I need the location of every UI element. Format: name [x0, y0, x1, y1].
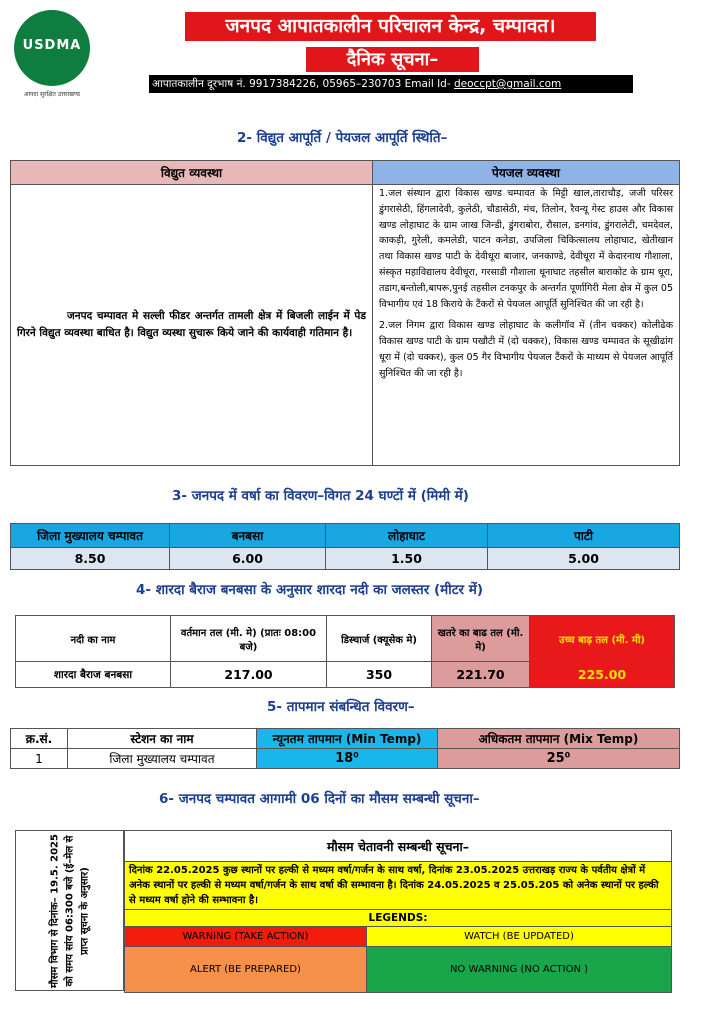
temp-min-value: 18⁰: [257, 749, 438, 769]
water-status: [373, 185, 680, 466]
rainfall-table: [10, 523, 680, 570]
rain-col-header: लोहाघाट: [326, 524, 488, 548]
temp-col-min: न्यूनतम तापमान (Min Temp): [257, 729, 438, 749]
rain-value: 6.00: [170, 548, 326, 570]
current-level-value: 217.00: [171, 662, 327, 688]
rain-value: 1.50: [326, 548, 488, 570]
legends-label: LEGENDS:: [125, 910, 672, 927]
water-status-1: 1.जल संस्थान द्वारा विकास खण्ड चम्पावत के मिट्टी खाल,ताराचौड़, जजी परिसर डुंगरासेठी, हिंगलादेवी, कुलेठी, चौडासेठी, मंच, तिलोन, रैवन्यू गेस्ट हाउस और विकास खण्ड लोहाघाट के ग्राम जाख जिन्डी, डुंगराबोरा, रौसाल, डनगांव, डुंगरालेटी, चमदेवल, काकड़ी, गुरेली, कमलेडी, पाटन कनेडा, उपजिला चिकित्सालय लोहाघाट, खेतीखान तथा विकास खण्ड पाटी के देवीधूरा बाजार, जनकाण्डे, देवीधूरा में केदारनाथ गौशाला, संस्कृत महाविद्यालय देवीधूरा, गरसाडी गौशाला धूनाघाट तहसील बाराकोट के ग्राम धूरा, तडाग,बन्तोली,बापरू,पुनई तहसील टनकपुर के अन्तर्गत पूर्णागिरी मेला क्षेत्र में कुल 05 विभागीय एवं 18 किराये के टैंकरों से पेयजल आपूर्ति सुनिश्चित की जा रही है।: [379, 188, 673, 310]
temp-sn: 1: [11, 749, 68, 769]
logo-text: USDMA: [22, 38, 82, 53]
warning-title: मौसम चेतावनी सम्बन्धी सूचना–: [125, 831, 672, 862]
temp-col-sn: क्र.सं.: [11, 729, 68, 749]
email-link[interactable]: deoccpt@gmail.com: [453, 78, 562, 90]
section4-heading: 4- शारदा बैराज बनबसा के अनुसार शारदा नदी का जलस्तर (मीटर में): [136, 582, 483, 598]
legend-watch: WATCH (BE UPDATED): [367, 927, 672, 947]
forecast-source-note: [15, 830, 124, 991]
temp-station: जिला मुख्यालय चम्पावत: [68, 749, 257, 769]
page-subtitle: दैनिक सूचना–: [306, 47, 479, 72]
legend-warning: WARNING (TAKE ACTION): [125, 927, 367, 947]
temp-col-max: अधिकतम तापमान (Mix Temp): [438, 729, 680, 749]
warning-message: दिनांक 22.05.2025 कुछ स्थानों पर हल्की से मध्यम वर्षा/गर्जन के साथ वर्षा, दिनांक 23.05.2025 उत्तराखड़ राज्य के पर्वतीय क्षेत्रों में अनेक स्थानों पर हल्की से मध्यम वर्षा/गर्जन के साथ वर्षा की सम्भावना है। दिनांक 24.05.2025 व 25.05.205 को अनेक स्थानों पर हल्की से मध्यम वर्षा होने की सम्भावना है।: [125, 862, 672, 910]
legend-no-warning: NO WARNING (NO ACTION ): [367, 947, 672, 993]
section2-heading: 2- विद्युत आपूर्ति / पेयजल आपूर्ति स्थिति–: [237, 130, 448, 146]
high-flood-header: उच्च बाढ़ तल (मी. मी): [530, 616, 675, 662]
discharge-header: डिस्चार्ज (क्यूसेक मे): [327, 616, 432, 662]
forecast-source-text: मौसम विभाग से दिनांक– 19.5. 2025 को समय सांय 06:300 बजे (ई–मेल से प्राप्त सूचना के अनुसार): [49, 833, 90, 988]
temp-col-station: स्टेशन का नाम: [68, 729, 257, 749]
temperature-table: [10, 728, 680, 769]
logo-tagline: आपदा सुरक्षित उत्तराखण्ड: [23, 91, 81, 98]
danger-level-value: 221.70: [432, 662, 530, 688]
legend-alert: ALERT (BE PREPARED): [125, 947, 367, 993]
electric-status: जनपद चम्पावत मे सल्ली फीडर अन्तर्गत तामली क्षेत्र में बिजली लाईन में पेड गिरने विद्युत व्यवस्था बाधित है। विद्युत व्यस्था सुचारू किये जाने की कार्यवाही गतिमान है।: [11, 185, 373, 466]
usdma-logo: [8, 8, 96, 100]
danger-level-header: खतरे का बाढ तल (मी. मे): [432, 616, 530, 662]
rain-col-header: बनबसा: [170, 524, 326, 548]
discharge-value: 350: [327, 662, 432, 688]
water-status-2: 2.जल निगम द्वारा विकास खण्ड लोहाघाट के कलीगॉव में (तीन चक्कर) कोलीढेक विकास खण्ड पाटी के ग्राम पखौटी में (दो चक्कर), विकास खण्ड चम्पावत के सूखीढांग धूरा में (दो चक्कर), कुल 05 गैर विभागीय पेयजल टैंकरों के माध्यम से पेयजल आपूर्ति सुनिश्चित की जा रही है।: [379, 320, 673, 379]
section5-heading: 5- तापमान संबन्धित विवरण–: [267, 699, 415, 715]
current-level-header: वर्तमान तल (मी. मे) (प्रातः 08:00 बजे): [171, 616, 327, 662]
page-title: जनपद आपातकालीन परिचालन केन्द्र, चम्पावत।: [185, 12, 596, 41]
contact-text: आपातकालीन दूरभाष नं. 9917384226, 05965–230703 Email Id-: [152, 78, 454, 90]
section6-heading: 6- जनपद चम्पावत आगामी 06 दिनों का मौसम सम्बन्धी सूचना–: [159, 791, 480, 807]
contact-bar: [149, 75, 633, 93]
utility-status-table: [10, 160, 680, 466]
temp-max-value: 25⁰: [438, 749, 680, 769]
river-col-header: नदी का नाम: [16, 616, 171, 662]
rain-col-header: जिला मुख्यालय चम्पावत: [11, 524, 170, 548]
rain-value: 8.50: [11, 548, 170, 570]
col-electric-header: विद्युत व्यवस्था: [11, 161, 373, 185]
river-level-table: [15, 615, 675, 688]
river-name: शारदा बैराज बनबसा: [16, 662, 171, 688]
weather-warning-table: [124, 830, 672, 993]
section3-heading: 3- जनपद में वर्षा का विवरण–विगत 24 घण्टों में (मिमी में): [172, 488, 469, 504]
col-water-header: पेयजल व्यवस्था: [373, 161, 680, 185]
rain-value: 5.00: [488, 548, 680, 570]
rain-col-header: पाटी: [488, 524, 680, 548]
high-flood-value: 225.00: [530, 662, 675, 688]
